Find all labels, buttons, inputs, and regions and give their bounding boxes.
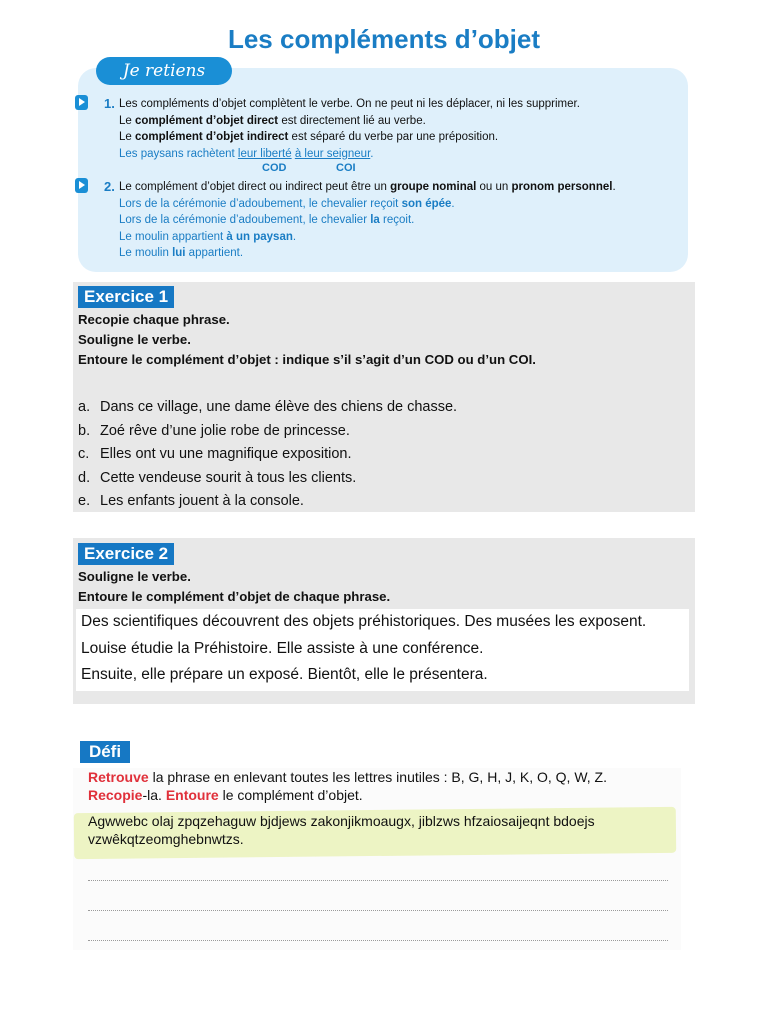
exercice-1-items <box>78 396 457 514</box>
sentence: Louise étudie la Préhistoire. Elle assiste à une conférence. <box>81 639 484 657</box>
tag-cod: COD <box>262 162 287 174</box>
list-item: b. Zoé rêve d’une jolie robe de princesse. <box>78 422 350 439</box>
sentence: Ensuite, elle prépare un exposé. Bientôt, elle le présentera. <box>81 666 488 683</box>
rule-2-example-4: Le moulin lui appartient. <box>119 247 244 259</box>
tag-coi: COI <box>336 162 356 174</box>
rule-2-example-1: Lors de la cérémonie d’adoubement, le chevalier reçoit son épée. <box>119 197 455 210</box>
answer-line[interactable] <box>88 880 668 881</box>
cod-underlined: leur liberté <box>237 147 292 160</box>
list-item: c. Elles ont vu une magnifique exposition. <box>78 446 352 463</box>
sentence: Des scientifiques découvrent des objets préhistoriques. Des musées les exposent. <box>81 613 647 630</box>
rule-1-example: Les paysans rachètent leur liberté à leur seigneur. <box>119 147 374 160</box>
instruction: Souligne le verbe. <box>78 332 191 347</box>
answer-line[interactable] <box>88 910 668 911</box>
answer-line[interactable] <box>88 940 668 941</box>
rule-1-number: 1. <box>104 96 115 111</box>
exercice-2-tag: Exercice 2 <box>78 543 174 565</box>
exercice-1-instructions <box>78 310 536 370</box>
page-title: Les compléments d’objet <box>227 24 541 54</box>
rule-1-line-3: Le complément d’objet indirect est séparé du verbe par une préposition. <box>119 131 499 143</box>
exercice-2-sentences <box>76 609 689 691</box>
list-item: d. Cette vendeuse sourit à tous les clients. <box>78 469 357 486</box>
play-icon <box>75 178 88 193</box>
play-icon <box>75 95 88 110</box>
rule-2-example-2: Lors de la cérémonie d’adoubement, le chevalier la reçoit. <box>119 214 415 226</box>
list-item: e. Les enfants jouent à la console. <box>78 493 304 510</box>
defi-instruction-2: Recopie-la. Entoure le complément d’objet. <box>88 787 363 803</box>
rule-1-line-2: Le complément d’objet direct est directement lié au verbe. <box>119 114 426 127</box>
retiens-tab: Je retiens <box>96 57 232 85</box>
instruction: Entoure le complément d’objet de chaque phrase. <box>78 589 391 604</box>
defi-tag: Défi <box>80 741 130 763</box>
exercice-1-tag: Exercice 1 <box>78 286 174 308</box>
defi-instruction-1: Retrouve la phrase en enlevant toutes les lettres inutiles : B, G, H, J, K, O, Q, W, Z. <box>88 769 607 785</box>
coi-underlined: à leur seigneur <box>294 147 371 160</box>
rule-2-number: 2. <box>104 179 115 194</box>
instruction: Souligne le verbe. <box>78 569 191 584</box>
instruction: Recopie chaque phrase. <box>78 312 230 327</box>
rule-2-line-1: Le complément d’objet direct ou indirect peut être un groupe nominal ou un pronom personnel. <box>119 181 616 193</box>
list-item: a. Dans ce village, une dame élève des chiens de chasse. <box>78 399 458 415</box>
rule-1-line-1: Les compléments d’objet complètent le verbe. On ne peut ni les déplacer, ni les supprimer. <box>119 98 580 110</box>
rule-2-example-3: Le moulin appartient à un paysan. <box>119 230 297 243</box>
puzzle-text: Agwwebc olaj zpqzehaguw bjdjews zakonjikmoaugx, jiblzws hfzaiosaijeqnt bdoejs vzwêkqtzeomghebnwtzs. <box>88 813 595 847</box>
instruction: Entoure le complément d’objet : indique s’il s’agit d’un COD ou d’un COI. <box>78 352 536 367</box>
exercice-2-instructions <box>78 567 390 607</box>
